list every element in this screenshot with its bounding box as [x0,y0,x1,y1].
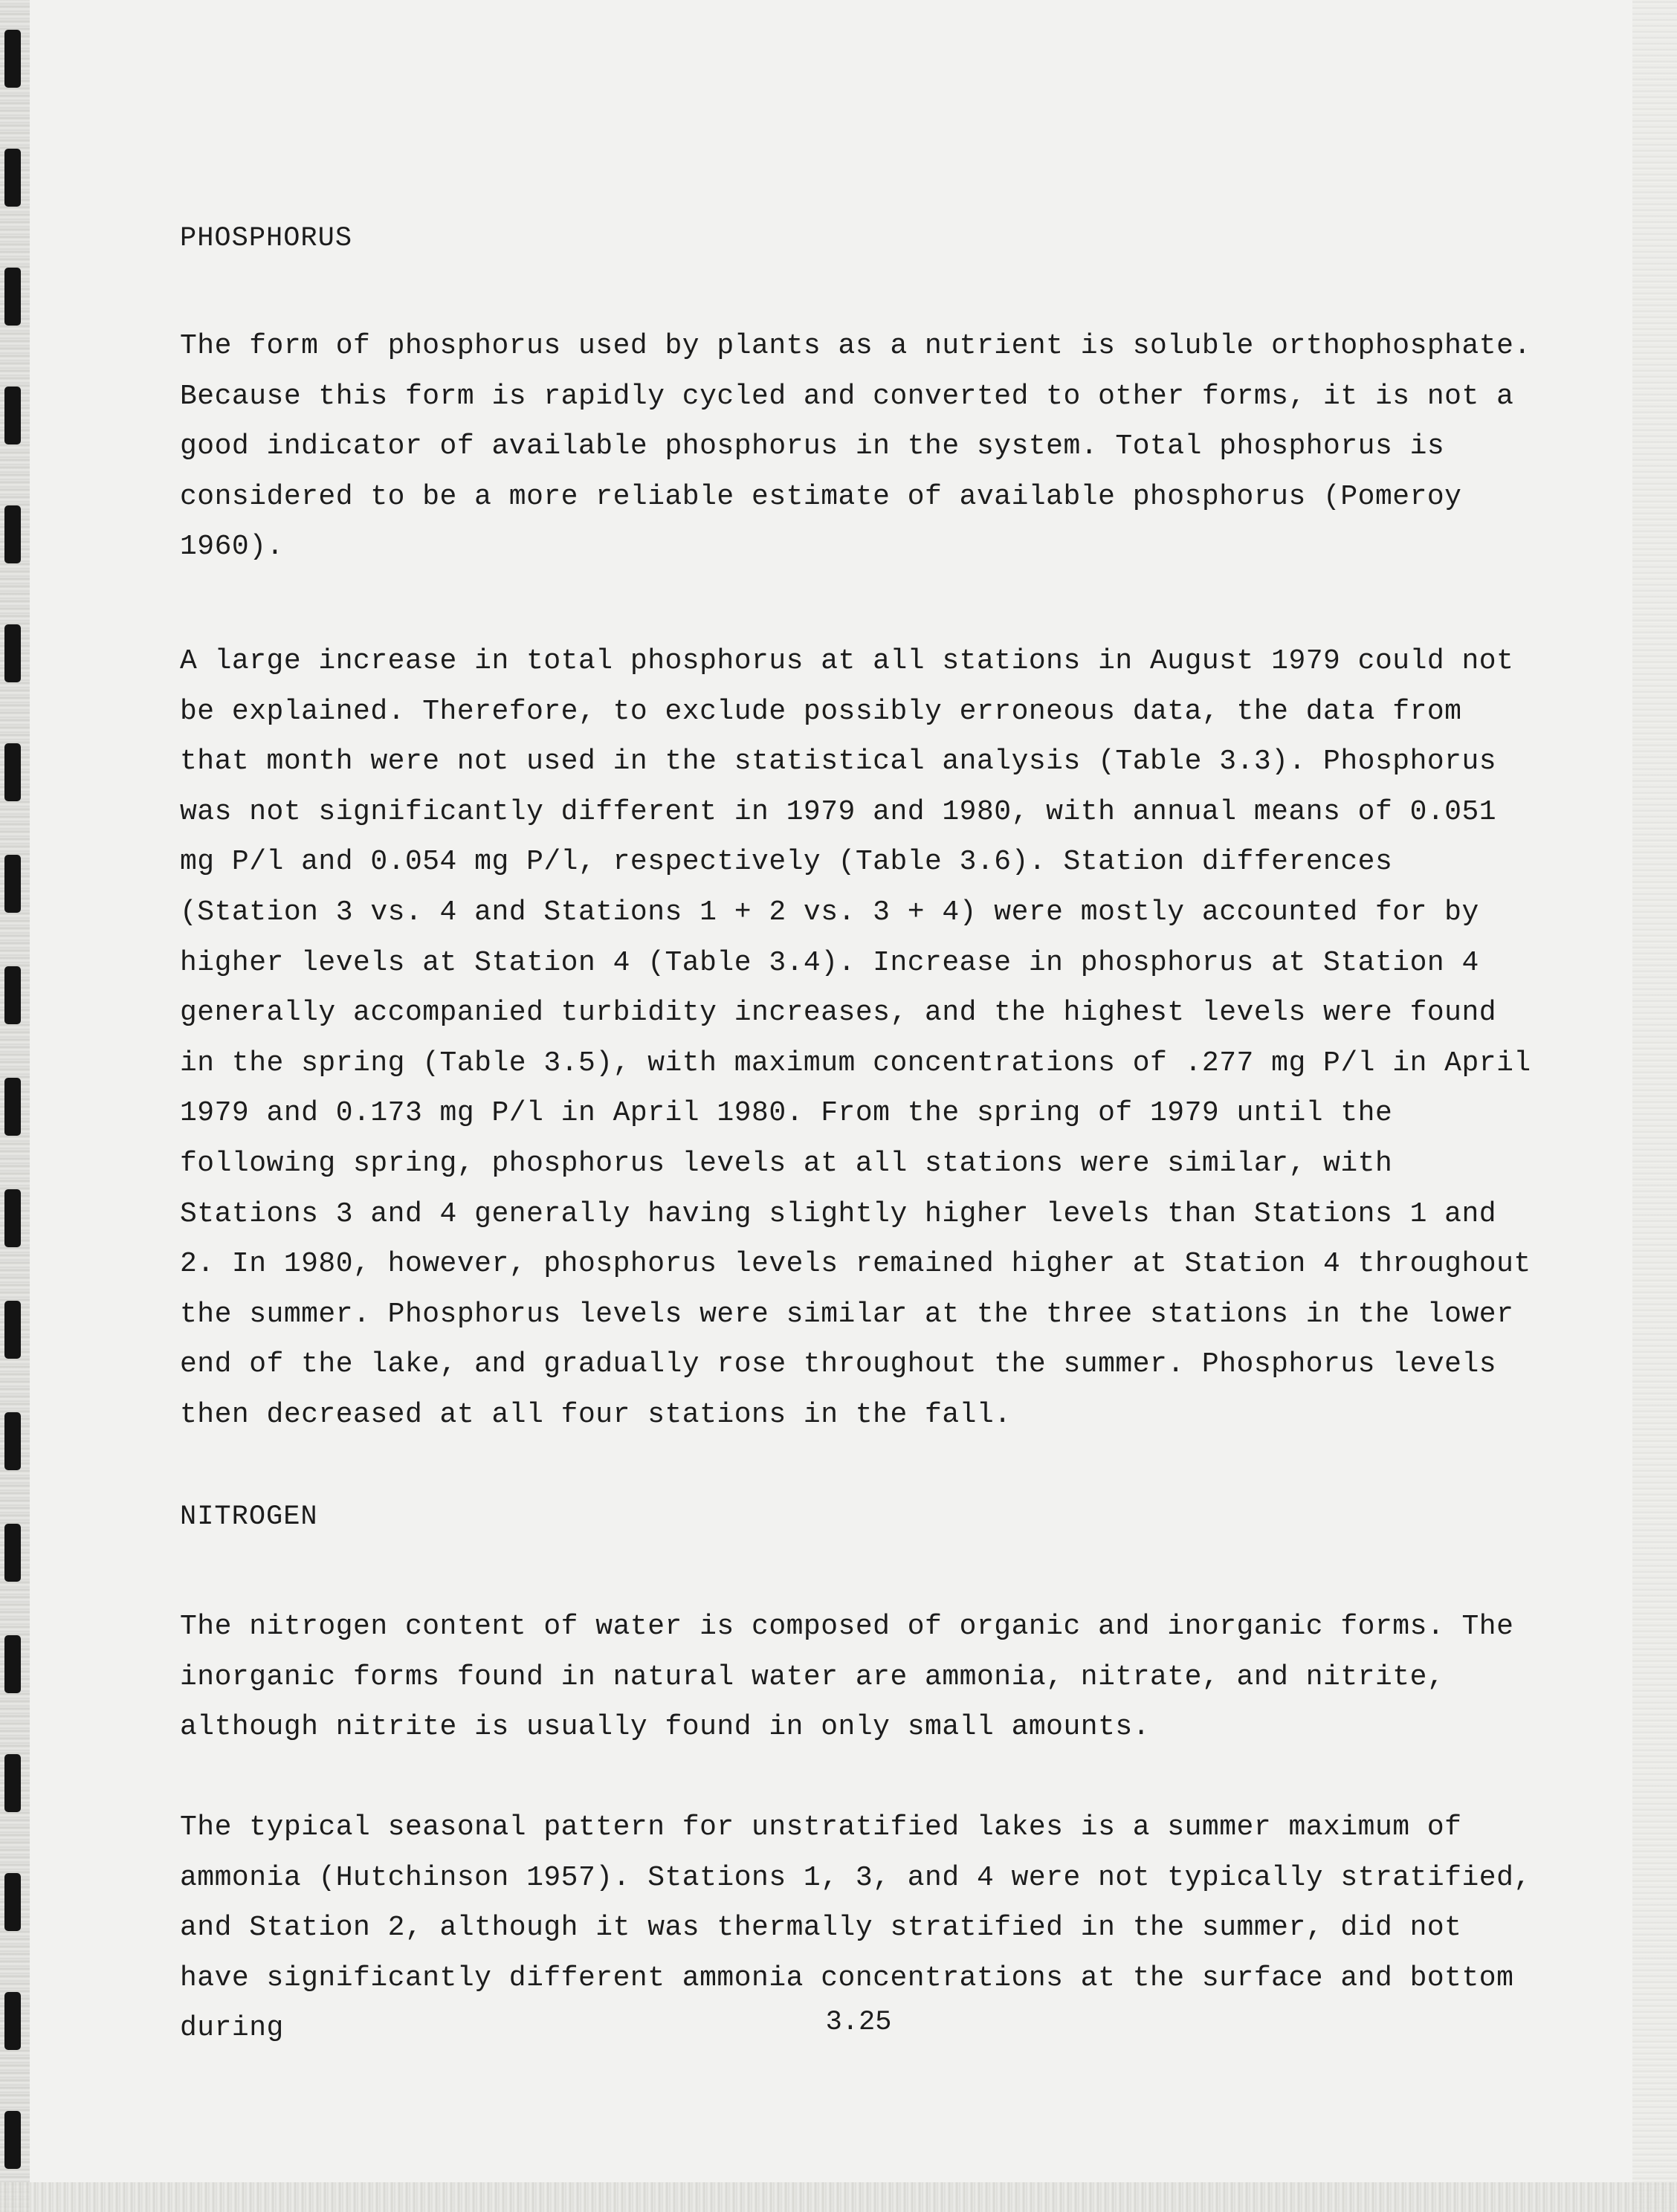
binder-hole [4,1189,21,1247]
binder-hole [4,149,21,207]
binder-hole [4,1754,21,1812]
binder-hole [4,1301,21,1359]
binder-hole [4,1412,21,1470]
paragraph-nitrogen-pattern: The typical seasonal pattern for unstratified lakes is a summer maximum of ammonia (Hutchinson 1957). Stations 1, 3, and 4 were not typically stratified, and Station 2, although it was thermally stratified in the summer, did not have significantly different ammonia concentrations at the surface and bottom during [180,1811,1531,2045]
binder-hole [4,1992,21,2050]
binder-hole [4,387,21,444]
paragraph-phosphorus-results: A large increase in total phosphorus at all stations in August 1979 could not be explained. Therefore, to exclude possibly erroneous data, the data from that month were not used in the statistical analysis (Table 3.3). Phosphorus was not significantly different in 1979 and 1980, with annual means of 0.051 mg P/l and 0.054 mg P/l, respectively (Table 3.6). Station differences (Station 3 vs. 4 and Stations 1 + 2 vs. 3 + 4) were mostly accounted for by higher levels at Station 4 (Table 3.4). Increase in phosphorus at Station 4 generally accompanied turbidity increases, and the highest levels were found in the spring (Table 3.5), with maximum concentrations of .277 mg P/l in April 1979 and 0.173 mg P/l in April 1980. From the spring of 1979 until the following spring, phosphorus levels at all stations were similar, with Stations 3 and 4 generally having slightly higher levels than Stations 1 and 2. In 1980, however, phosphorus levels remained higher at Station 4 throughout the summer. Phosphorus levels were similar at the three stations in the lower end of the lake, and gradually rose throughout the summer. Phosphorus levels then decreased at all four stations in the fall. [180,645,1531,1431]
binder-hole [4,624,21,682]
binder-hole [4,966,21,1024]
scan-edge-right [1632,0,1677,2212]
binder-hole [4,268,21,326]
binder-hole [4,855,21,913]
binder-hole [4,505,21,563]
binder-holes [0,0,30,2212]
binder-hole [4,30,21,88]
scan-edge-bottom [0,2182,1677,2212]
binder-hole [4,1078,21,1136]
binder-hole [4,1635,21,1693]
paragraph-phosphorus-intro: The form of phosphorus used by plants as a nutrient is soluble orthophosphate. Because this form is rapidly cycled and converted to other forms, it is not a good indicator of available phosphorus in the system. Total phosphorus is considered to be a more reliable estimate of available phosphorus (Pomeroy 1960). [180,330,1531,563]
section-heading-phosphorus: PHOSPHORUS [180,223,353,254]
binder-hole [4,2111,21,2169]
section-heading-nitrogen: NITROGEN [180,1501,318,1533]
paragraph-nitrogen-intro: The nitrogen content of water is composed of organic and inorganic forms. The inorganic forms found in natural water are ammonia, nitrate, and nitrite, although nitrite is usually found in only small amounts. [180,1611,1514,1744]
page-number: 3.25 [825,2007,892,2038]
binder-hole [4,1873,21,1931]
binder-hole [4,743,21,801]
binder-hole [4,1524,21,1582]
